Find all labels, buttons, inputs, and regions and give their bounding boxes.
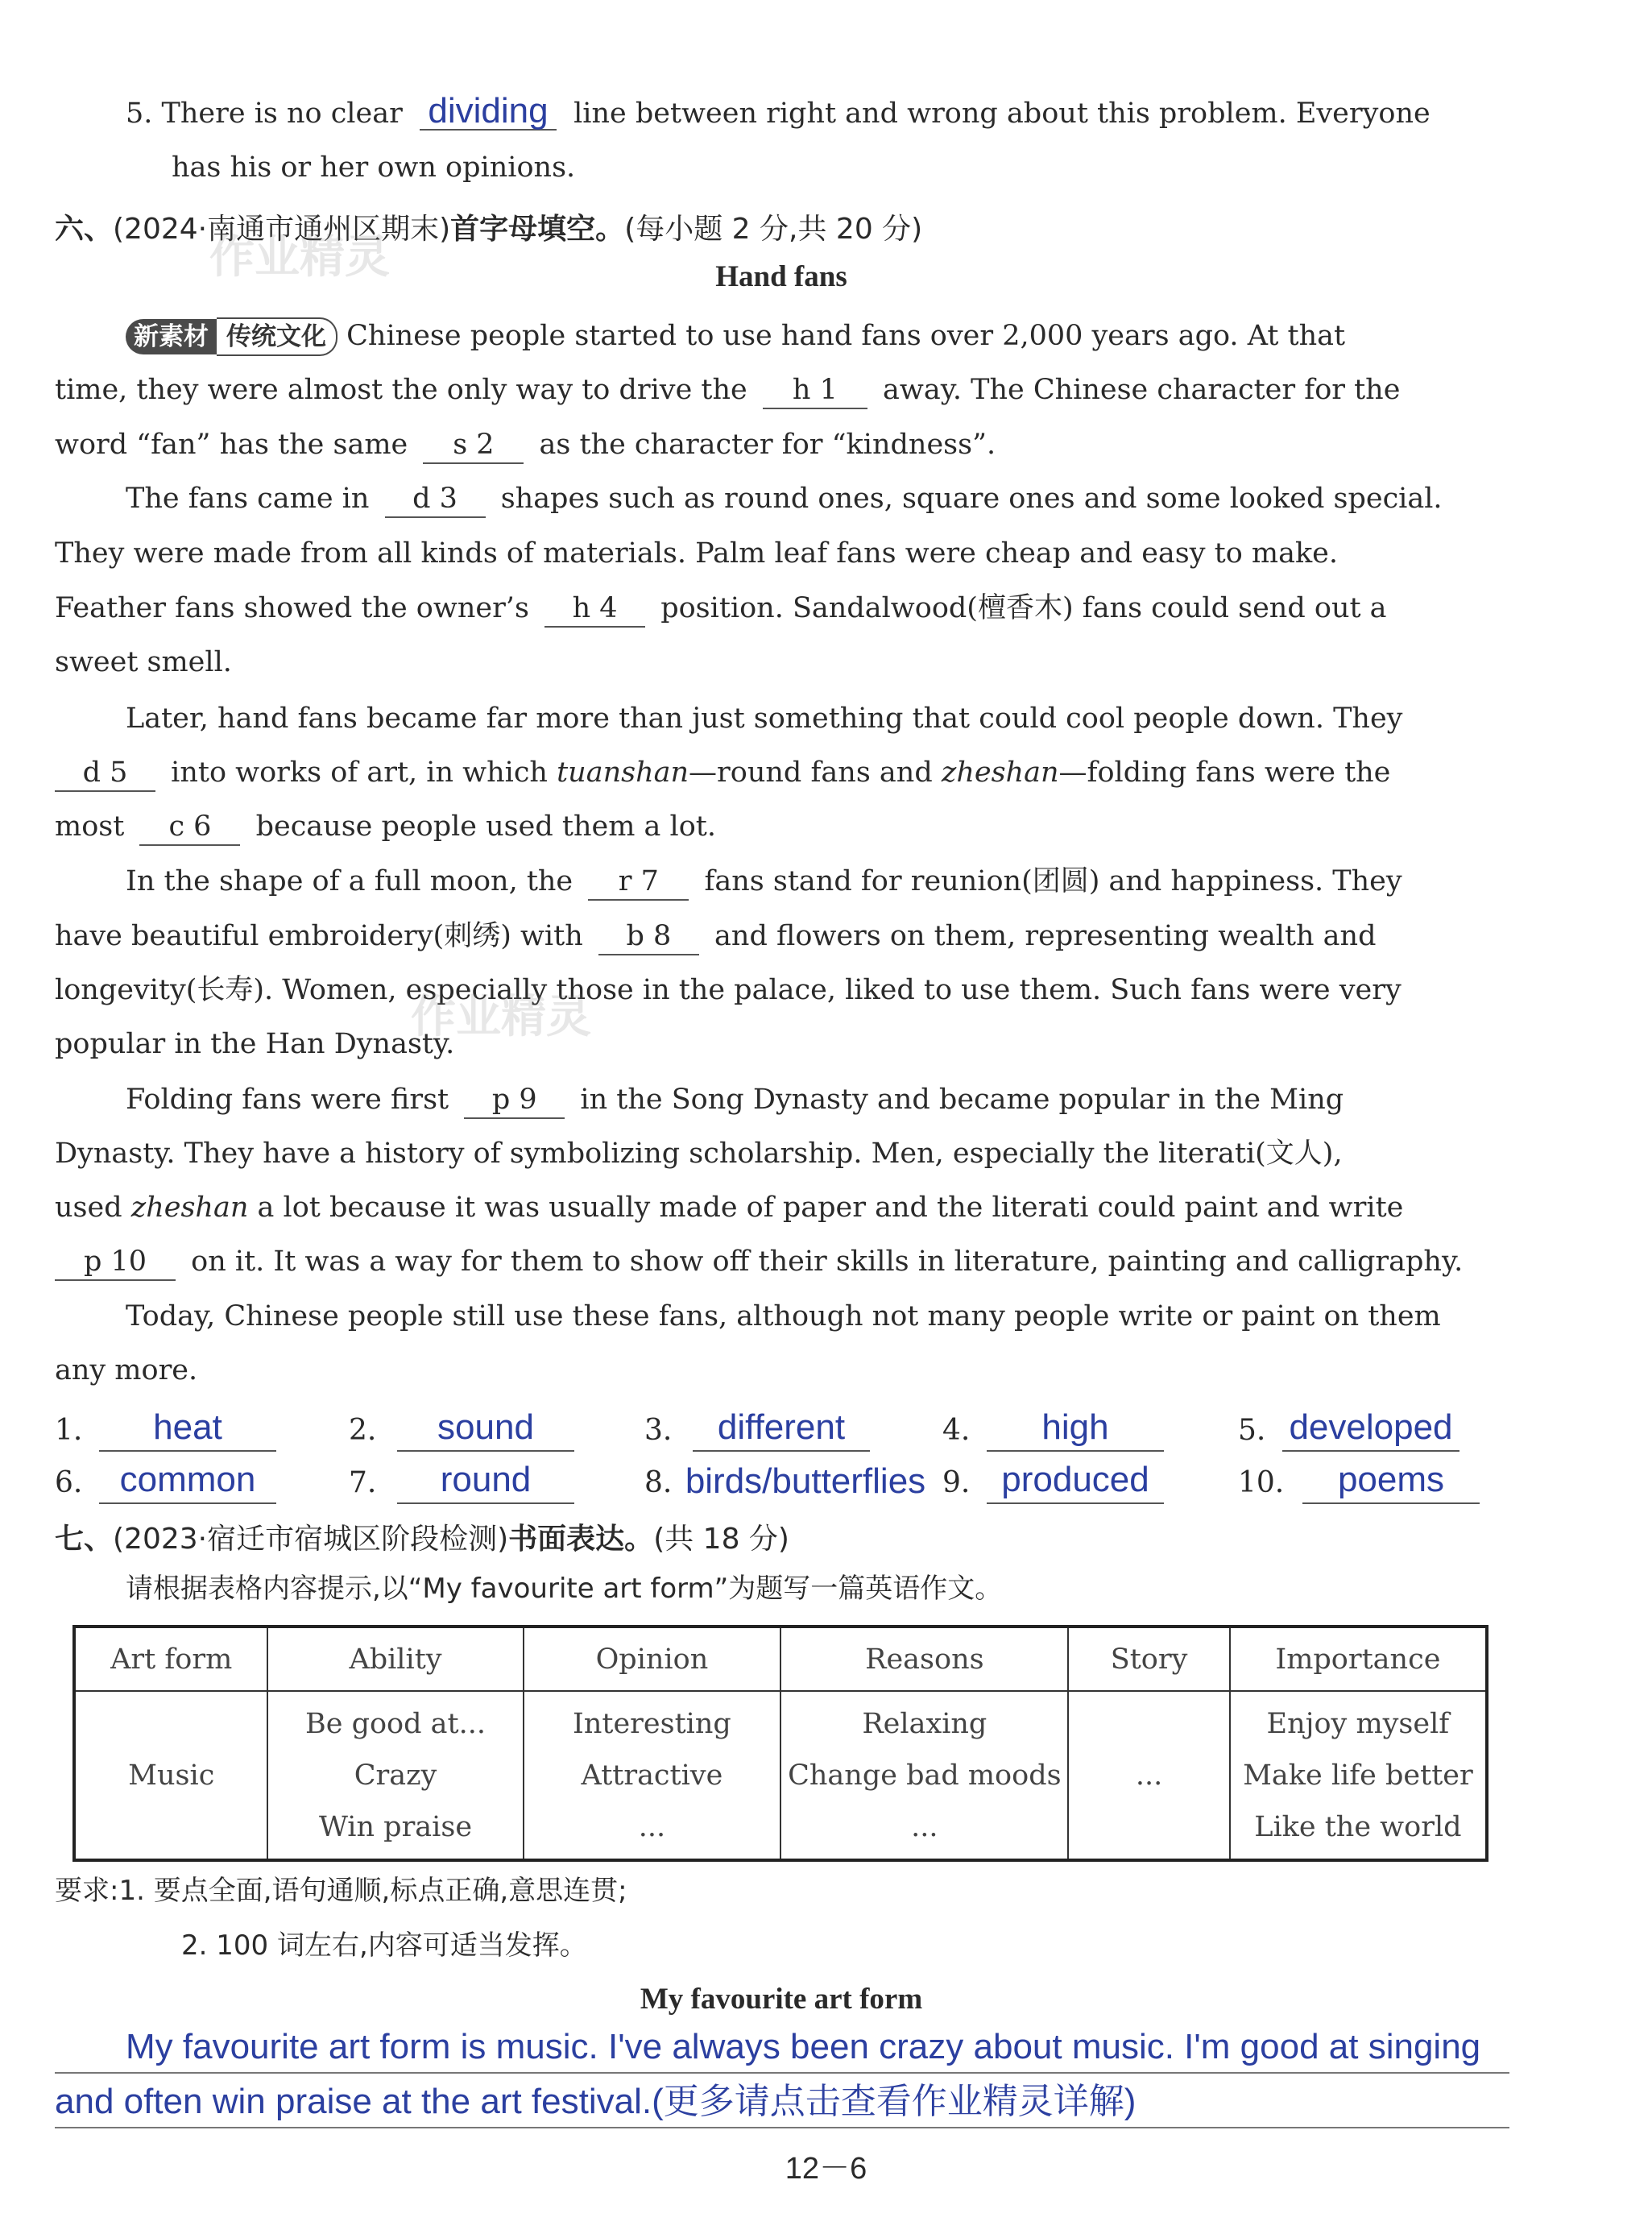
answer-6 (55, 1454, 280, 1504)
para2-text3b: position. Sandalwood(檀香木) fans could send out a (660, 592, 1387, 624)
blank-2: s 2 (423, 427, 524, 464)
para3-text2a: into works of art, in which (171, 756, 548, 789)
table-header: Ability (267, 1627, 523, 1691)
table-row (74, 1691, 1487, 1860)
answer-1-num: 1. (55, 1414, 83, 1447)
para1-line3 (55, 427, 996, 464)
section7-heading (55, 1516, 789, 1557)
answer-2-num: 2. (349, 1414, 377, 1447)
opinion-item: Interesting (573, 1707, 731, 1740)
para4-line4: popular in the Han Dynasty. (55, 1028, 455, 1060)
answer-3-num: 3. (644, 1414, 673, 1447)
para1-text2b: away. The Chinese character for the (883, 374, 1401, 406)
para3-text2b: —round fans and (689, 756, 933, 789)
answer-4 (942, 1402, 1168, 1452)
answer-4-num: 4. (942, 1414, 971, 1447)
answer-9-val: produced (987, 1457, 1164, 1504)
para1-text3b: as the character for “kindness”. (539, 429, 996, 461)
badge-new-material: 新素材 (126, 319, 217, 354)
para2-line4: sweet smell. (55, 646, 232, 678)
q5-answer: dividing (420, 93, 557, 131)
para5-line3 (55, 1190, 1403, 1225)
section7-source: (2023·宿迁市宿城区阶段检测) (113, 1523, 509, 1556)
importance-item: Make life better (1243, 1759, 1473, 1792)
reason-item: Relaxing (862, 1707, 987, 1740)
para1-line1 (126, 317, 1345, 356)
prompt-table (72, 1625, 1488, 1862)
para1-text1: Chinese people started to use hand fans over 2,000 years ago. At that (346, 320, 1346, 352)
watermark-logo-2: 作业精灵 (411, 991, 591, 1043)
para4-line3: longevity(长寿). Women, especially those in the palace, liked to use them. Such fans were very (55, 974, 1402, 1006)
answer-7 (349, 1454, 574, 1504)
para5-text4b: on it. It was a way for them to show off their skills in literature, painting and calligraphy. (191, 1245, 1464, 1278)
ability-item: Crazy (354, 1759, 437, 1792)
table-header: Art form (74, 1627, 267, 1691)
para4-line1 (126, 864, 1402, 901)
answer-1-val: heat (99, 1405, 276, 1452)
essay-title: My favourite art form (640, 1983, 923, 2016)
requirement-1: 要求:1. 要点全面,语句通顺,标点正确,意思连贯; (55, 1875, 627, 1907)
reason-item: Change bad moods (788, 1759, 1062, 1792)
answer-5-val: developed (1282, 1405, 1459, 1452)
answer-9-num: 9. (942, 1466, 971, 1499)
para3-text2c: —folding fans were the (1058, 756, 1391, 789)
para4-text1a: In the shape of a full moon, the (126, 865, 573, 897)
answer-5-num: 5. (1238, 1414, 1266, 1447)
section6-source: (2024·南通市通州区期末) (113, 213, 451, 246)
answer-7-val: round (397, 1457, 574, 1504)
cell-opinion (524, 1691, 781, 1860)
para5-line1 (126, 1082, 1344, 1119)
cell-ability (267, 1691, 523, 1860)
cell-importance (1230, 1691, 1487, 1860)
answer-1 (55, 1402, 280, 1452)
passage-title: Hand fans (715, 260, 847, 293)
importance-item: Enjoy myself (1266, 1707, 1450, 1740)
para2-line2: They were made from all kinds of materials. Palm leaf fans were cheap and easy to make. (55, 537, 1338, 570)
para2-line3 (55, 591, 1387, 628)
para5-text3b: a lot because it was usually made of paper and the literati could paint and write (257, 1192, 1404, 1224)
section6-points: (每小题 2 分,共 20 分) (624, 213, 923, 246)
essay-line-2: and often win praise at the art festival.(更多请点击查看作业精灵详解) (55, 2077, 1509, 2128)
answer-5 (1238, 1402, 1480, 1452)
para3-text3a: most (55, 810, 125, 843)
para2-text1b: shapes such as round ones, square ones and some looked special. (500, 483, 1443, 515)
q5-line2: has his or her own opinions. (172, 151, 576, 184)
reason-item: ... (911, 1810, 938, 1843)
section7-instruction: 请根据表格内容提示,以“My favourite art form”为题写一篇英语作文。 (126, 1573, 1003, 1605)
para5-text3a: used (55, 1192, 122, 1224)
q5-prefix: 5. There is no clear (126, 97, 403, 130)
answer-6-val: common (99, 1457, 276, 1504)
answer-10 (1238, 1454, 1488, 1504)
ability-item: Be good at... (305, 1707, 486, 1740)
para3-line2 (55, 755, 1390, 792)
answer-9 (942, 1454, 1168, 1504)
para1-text2a: time, they were almost the only way to drive the (55, 374, 747, 406)
opinion-item: Attractive (581, 1759, 723, 1792)
para4-text2a: have beautiful embroidery(刺绣) with (55, 920, 583, 952)
cell-reasons (780, 1691, 1068, 1860)
section7-points: (共 18 分) (653, 1523, 789, 1556)
blank-7: r 7 (588, 864, 689, 901)
opinion-item: ... (638, 1810, 666, 1843)
answer-10-num: 10. (1238, 1466, 1285, 1499)
requirement-2: 2. 100 词左右,内容可适当发挥。 (181, 1929, 587, 1962)
table-header: Story (1068, 1627, 1229, 1691)
blank-6: c 6 (139, 809, 240, 846)
table-header: Reasons (780, 1627, 1068, 1691)
watermark-logo: 作业精灵 (209, 231, 390, 284)
answer-2-val: sound (397, 1405, 574, 1452)
blank-4: h 4 (544, 591, 645, 628)
para5-text1b: in the Song Dynasty and became popular in the Ming (580, 1084, 1344, 1116)
answer-8-num: 8. (644, 1466, 673, 1499)
answer-7-num: 7. (349, 1466, 377, 1499)
cell-story: ... (1068, 1691, 1229, 1860)
para2-line1 (126, 481, 1443, 518)
answer-2 (349, 1402, 574, 1452)
para5-line4 (55, 1244, 1463, 1281)
essay-line-1: My favourite art form is music. I've always been crazy about music. I'm good at singing (55, 2022, 1509, 2074)
para3-line3 (55, 809, 716, 846)
answer-3 (644, 1402, 870, 1452)
cell-art-form: Music (74, 1691, 267, 1860)
para1-text3a: word “fan” has the same (55, 429, 408, 461)
table-header: Importance (1230, 1627, 1487, 1691)
ability-item: Win praise (318, 1810, 473, 1843)
blank-8: b 8 (598, 918, 699, 955)
section6-heading (55, 206, 922, 247)
para5-line2: Dynasty. They have a history of symbolizing scholarship. Men, especially the literati(文人), (55, 1138, 1343, 1170)
section7-number: 七、 (55, 1523, 114, 1556)
para2-text3a: Feather fans showed the owner’s (55, 592, 529, 624)
blank-10: p 10 (55, 1244, 176, 1281)
answer-4-val: high (987, 1405, 1164, 1452)
table-header-row (74, 1627, 1487, 1691)
para6-line2: any more. (55, 1354, 198, 1386)
blank-1: h 1 (763, 372, 867, 409)
para3-line1: Later, hand fans became far more than just something that could cool people down. They (126, 702, 1403, 735)
para4-text2b: and flowers on them, representing wealth and (714, 920, 1377, 952)
q5-suffix: line between right and wrong about this problem. Everyone (573, 97, 1430, 130)
answer-3-val: different (693, 1405, 870, 1452)
answer-10-val: poems (1302, 1457, 1480, 1504)
blank-3: d 3 (385, 481, 486, 518)
para3-italic2: zheshan (941, 756, 1059, 789)
section7-task: 书面表达。 (508, 1523, 654, 1556)
para2-text1a: The fans came in (126, 483, 370, 515)
badge-topic: 传统文化 (217, 317, 337, 356)
q5-line (126, 93, 1430, 131)
answer-8 (644, 1454, 934, 1504)
page-number: 12－6 (785, 2152, 867, 2186)
blank-5: d 5 (55, 755, 155, 792)
section6-number: 六、 (55, 213, 114, 246)
answer-6-num: 6. (55, 1466, 83, 1499)
para5-italic: zheshan (130, 1192, 249, 1224)
table-header: Opinion (524, 1627, 781, 1691)
para1-line2 (55, 372, 1400, 409)
para4-line2 (55, 918, 1377, 955)
para3-italic1: tuanshan (557, 756, 689, 789)
section6-task: 首字母填空。 (450, 213, 625, 246)
blank-9: p 9 (464, 1082, 565, 1119)
para5-text1a: Folding fans were first (126, 1084, 449, 1116)
para4-text1b: fans stand for reunion(团圆) and happiness. They (704, 865, 1402, 897)
answer-8-val: birds/butterflies (685, 1461, 926, 1501)
importance-item: Like the world (1254, 1810, 1462, 1843)
para3-text3b: because people used them a lot. (255, 810, 716, 843)
para6-line1: Today, Chinese people still use these fans, although not many people write or paint on them (126, 1300, 1441, 1332)
